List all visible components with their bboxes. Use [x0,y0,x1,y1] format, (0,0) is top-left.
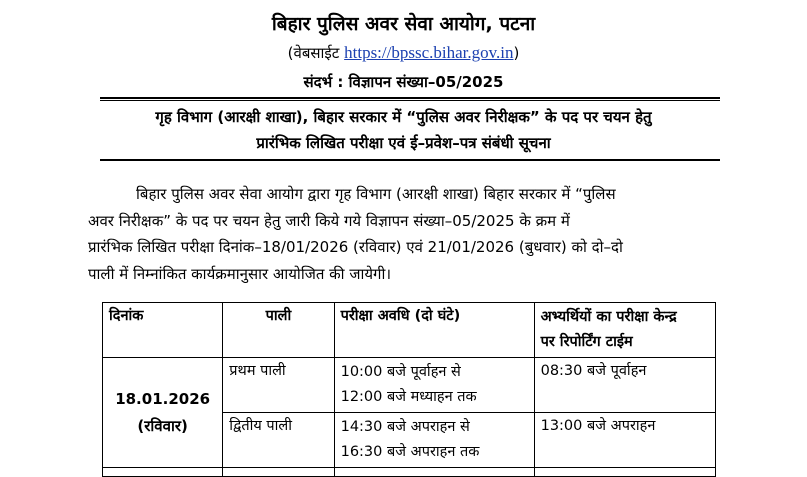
header-duration: परीक्षा अवधि (दो घंटे) [334,303,534,358]
website-prefix: (वेबसाईट [287,44,340,62]
table-header-row [103,303,716,358]
exam-weekday: (रविवार) [137,416,188,435]
reference-number: संदर्भ : विज्ञापन संख्या–05/2025 [303,73,504,91]
empty-cell [223,468,334,477]
header-reporting-line2: पर रिपोर्टिंग टाईम [540,334,633,350]
empty-cell [103,468,223,477]
exam-schedule-table [102,302,716,477]
subject-top-rule-thin [100,100,720,101]
header-date: दिनांक [103,303,223,358]
exam-date: 18.01.2026 [115,389,211,408]
header-reporting-line1: अभ्यर्थियों का परीक्षा केन्द्र [540,309,677,325]
website-link[interactable]: https://bpssc.bihar.gov.in [344,43,514,62]
header-reporting [534,303,715,358]
notice-paragraph [88,181,733,287]
shift-duration [334,358,534,413]
paragraph-line: पाली में निम्नांकित कार्यक्रमानुसार आयोजित की जायेगी। [88,264,392,283]
paragraph-line: अवर निरीक्षक” के पद पर चयन हेतु जारी किये गये विज्ञापन संख्या–05/2025 के क्रम में [88,211,570,230]
subject-line-2: प्रारंभिक लिखित परीक्षा एवं ई–प्रवेश–पत्र संबंधी सूचना [256,134,551,152]
page-title: बिहार पुलिस अवर सेवा आयोग, पटना [271,13,536,35]
shift-duration [334,413,534,468]
table-row [103,358,716,413]
shift-reporting: 13:00 बजे अपराहन [534,413,715,468]
website-suffix: ) [513,44,520,62]
table-row-next [103,468,716,477]
shift-reporting: 08:30 बजे पूर्वाहन [534,358,715,413]
shift-time-to: 16:30 बजे अपराहन तक [340,444,480,460]
subject-bottom-rule [100,159,720,161]
empty-cell [334,468,534,477]
shift-time-from: 10:00 बजे पूर्वाहन से [340,364,461,380]
subject-line-1: गृह विभाग (आरक्षी शाखा), बिहार सरकार में “पुलिस अवर निरीक्षक” के पद पर चयन हेतु [155,108,652,126]
website-line [0,43,807,63]
shift-time-to: 12:00 बजे मध्याहन तक [340,389,477,405]
shift-name: द्वितीय पाली [223,413,334,468]
paragraph-line: प्रारंभिक लिखित परीक्षा दिनांक–18/01/2026 (रविवार) एवं 21/01/2026 (बुधवार) को दो–दो [88,238,623,256]
empty-cell [534,468,715,477]
paragraph-line: बिहार पुलिस अवर सेवा आयोग द्वारा गृह विभाग (आरक्षी शाखा) बिहार सरकार में “पुलिस [136,185,616,203]
subject-top-rule [100,97,720,99]
header-shift: पाली [223,303,334,358]
shift-time-from: 14:30 बजे अपराहन से [340,419,470,435]
shift-name: प्रथम पाली [223,358,334,413]
date-cell [103,358,223,468]
